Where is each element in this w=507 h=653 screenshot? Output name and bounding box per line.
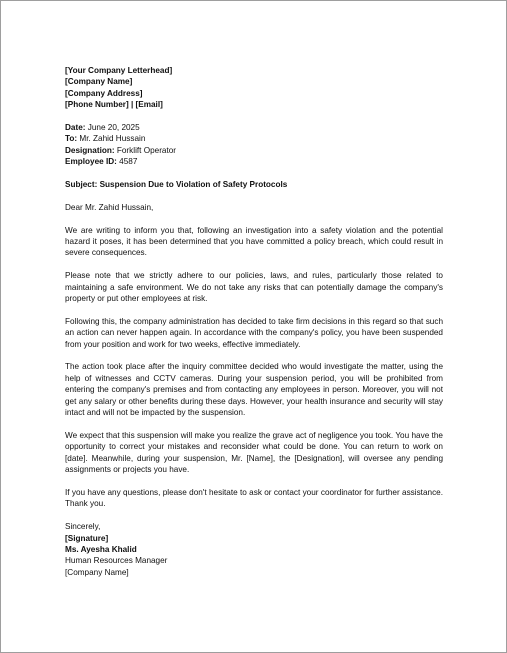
employee-id-label: Employee ID: <box>65 157 117 167</box>
closing-sincerely: Sincerely, <box>65 522 101 532</box>
closing-signature: [Signature] <box>65 533 109 543</box>
date-line <box>65 122 443 133</box>
phone-email: [Phone Number] | [Email] <box>65 100 163 110</box>
date-value: June 20, 2025 <box>87 123 140 133</box>
date-label: Date: <box>65 123 86 133</box>
to-line <box>65 133 443 144</box>
to-label: To: <box>65 134 78 144</box>
closing-block <box>65 521 443 578</box>
meta-block <box>65 122 443 168</box>
company-letterhead: [Your Company Letterhead] <box>65 66 173 75</box>
body-paragraph: Following this, the company administration has decided to take firm decisions in this regard so that such an action can never happen again. In accordance with the company's policy, you have been suspended from your position and work for two weeks, effective immediately. <box>65 316 443 349</box>
company-address: [Company Address] <box>65 88 143 98</box>
subject-line: Subject: Suspension Due to Violation of Safety Protocols <box>65 180 288 190</box>
company-name: [Company Name] <box>65 77 133 87</box>
closing-name: Ms. Ayesha Khalid <box>65 544 137 554</box>
body-paragraph: If you have any questions, please don't hesitate to ask or contact your coordinator for further assistance. Thank you. <box>65 487 443 509</box>
designation-value: Forklift Operator <box>116 145 177 155</box>
body-paragraph: We are writing to inform you that, following an investigation into a safety violation and the potential hazard it poses, it has been determined that you have committed a policy breach, which could result in severe consequences. <box>65 225 443 258</box>
letter-body <box>65 65 443 578</box>
designation-label: Designation: <box>65 145 115 155</box>
body-paragraph: The action took place after the inquiry committee decided who would investigate the matter, using the help of witnesses and CCTV cameras. During your suspension period, you will be prohibited from entering the company's premises and from contacting any employees in person. Moreover, you will not get any salary or other benefits during these days. However, your health insurance and security will stay intact and will not be impacted by the suspension. <box>65 362 443 418</box>
body-paragraph: We expect that this suspension will make you realize the grave act of negligence you took. You have the opportunity to correct your mistakes and reconsider what could be done. You can return to work on [date]. Meanwhile, during your suspension, Mr. [Name], the [Designation], will oversee any pending assignments or projects you have. <box>65 430 443 475</box>
to-value: Mr. Zahid Hussain <box>79 134 146 144</box>
closing-title: Human Resources Manager <box>65 556 168 566</box>
employee-id-value: 4587 <box>119 157 138 167</box>
closing-company: [Company Name] <box>65 567 129 577</box>
designation-line <box>65 145 443 156</box>
letterhead-block <box>65 65 443 111</box>
employee-id-line <box>65 156 443 167</box>
body-paragraph: Please note that we strictly adhere to our policies, laws, and rules, particularly those related to maintaining a safe environment. We do not take any risks that can potentially damage the company's property or put other employees at risk. <box>65 271 443 304</box>
salutation: Dear Mr. Zahid Hussain, <box>65 202 154 212</box>
